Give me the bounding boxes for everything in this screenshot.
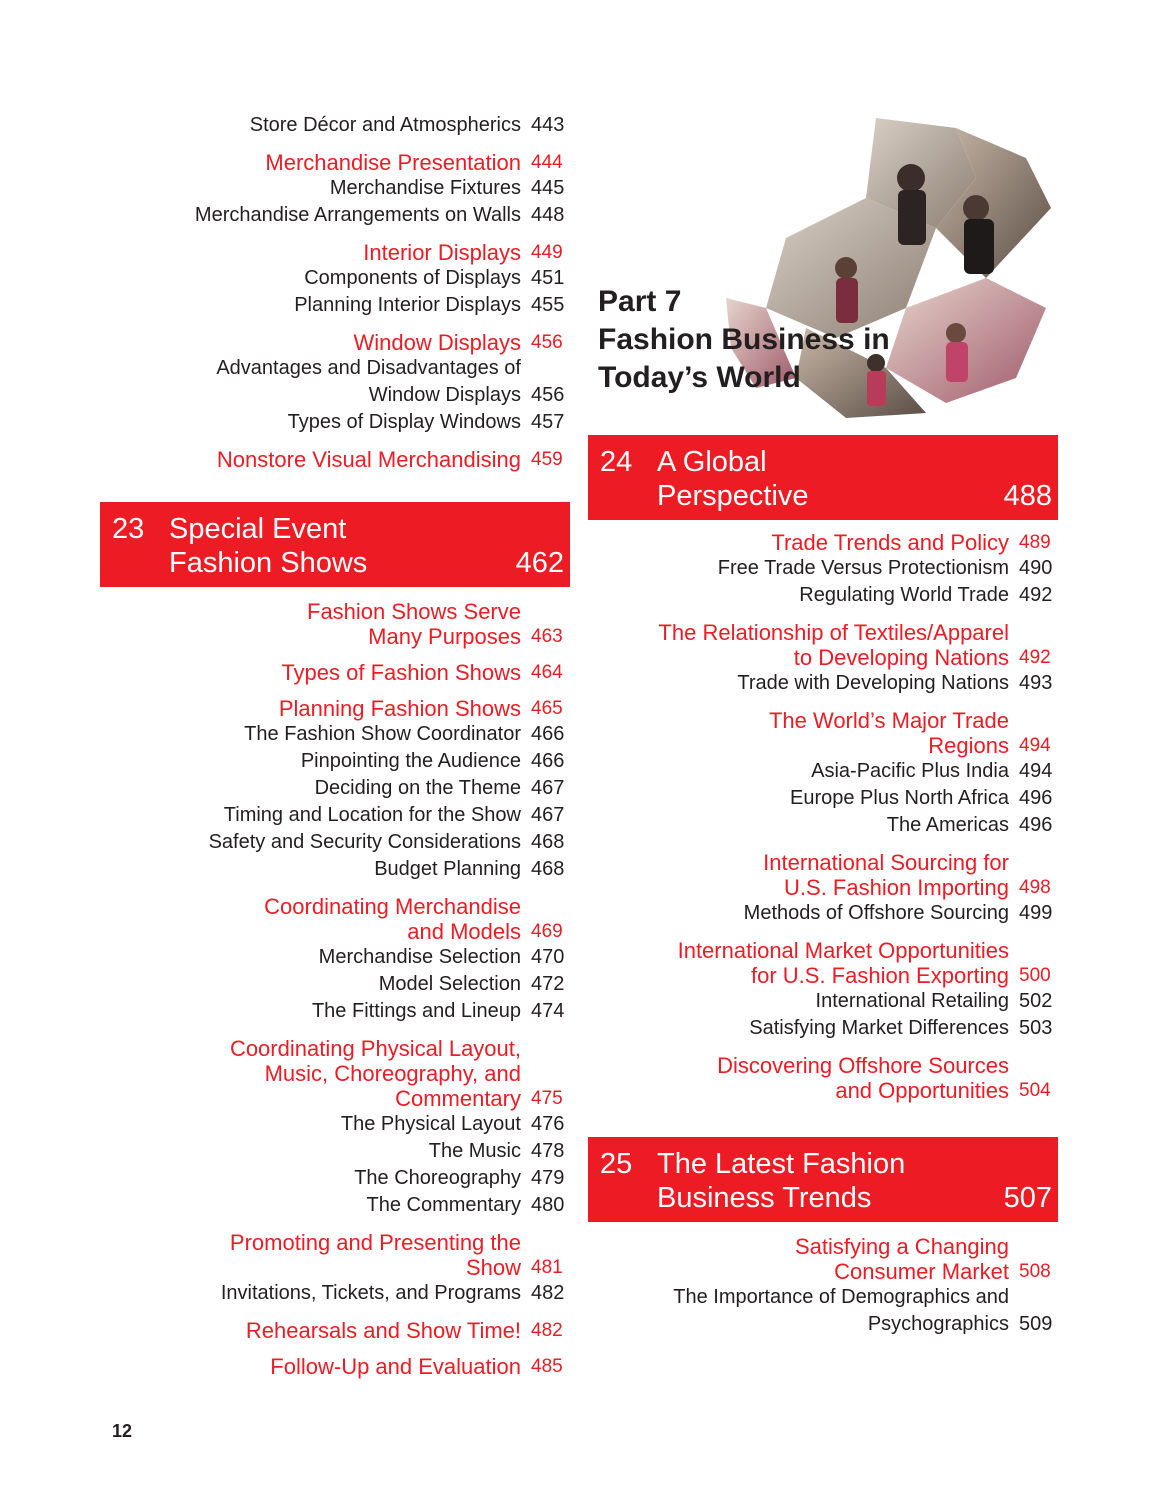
entry-title-line: Types of Display Windows bbox=[287, 411, 521, 433]
entry-page-number: 468 bbox=[531, 858, 565, 880]
entry-page-number: 499 bbox=[1019, 902, 1053, 924]
entry-page-number: 449 bbox=[531, 242, 563, 263]
entry-title-line: Asia-Pacific Plus India bbox=[811, 760, 1009, 782]
entry-page-number: 466 bbox=[531, 750, 565, 772]
chapter-number: 24 bbox=[600, 446, 633, 478]
entry-title-line: The Relationship of Textiles/Apparel bbox=[658, 620, 1009, 645]
toc-section-entry[interactable] bbox=[100, 1230, 570, 1280]
entry-title bbox=[100, 696, 521, 721]
entry-page-number: 482 bbox=[531, 1282, 565, 1304]
toc-subsection-entry[interactable] bbox=[100, 1138, 570, 1165]
entry-title-line: Components of Displays bbox=[304, 267, 521, 289]
right-toc-column bbox=[588, 435, 1058, 1338]
entry-page-number: 459 bbox=[531, 449, 563, 470]
toc-subsection-entry[interactable] bbox=[100, 355, 570, 409]
entry-title-line: Methods of Offshore Sourcing bbox=[743, 902, 1009, 924]
toc-section-entry[interactable] bbox=[588, 708, 1058, 758]
entry-title bbox=[100, 599, 521, 649]
toc-subsection-entry[interactable] bbox=[588, 1015, 1058, 1042]
entry-title-line: Types of Fashion Shows bbox=[281, 660, 521, 685]
entry-page-number: 502 bbox=[1019, 990, 1053, 1012]
entry-page-number: 451 bbox=[531, 267, 565, 289]
entry-title-line: Window Displays bbox=[353, 330, 521, 355]
entry-title bbox=[100, 721, 521, 748]
entry-page-number: 504 bbox=[1019, 1080, 1051, 1101]
entry-title bbox=[588, 1284, 1009, 1338]
entry-title-line: Satisfying Market Differences bbox=[749, 1017, 1009, 1039]
entry-title bbox=[588, 708, 1009, 758]
entry-title-line: and Opportunities bbox=[835, 1078, 1009, 1103]
entry-title-line: Model Selection bbox=[378, 973, 521, 995]
chapter-title-line1: The Latest Fashion bbox=[657, 1148, 906, 1180]
toc-subsection-entry[interactable] bbox=[100, 265, 570, 292]
entry-title-line: International Retailing bbox=[815, 990, 1009, 1012]
toc-subsection-entry[interactable] bbox=[100, 1165, 570, 1192]
toc-subsection-entry[interactable] bbox=[588, 988, 1058, 1015]
entry-page-number: 509 bbox=[1019, 1313, 1053, 1335]
entry-title-line: Consumer Market bbox=[834, 1259, 1009, 1284]
entry-title-line: Advantages and Disadvantages of bbox=[216, 357, 521, 379]
entry-page-number: 474 bbox=[531, 1000, 565, 1022]
entry-page-number: 485 bbox=[531, 1356, 563, 1377]
toc-section-entry[interactable] bbox=[100, 1318, 570, 1343]
entry-title bbox=[100, 1192, 521, 1219]
entry-page-number: 503 bbox=[1019, 1017, 1053, 1039]
entry-title-line: The Choreography bbox=[354, 1167, 521, 1189]
entry-page-number: 508 bbox=[1019, 1261, 1051, 1282]
chapter-title-line2: Business Trends bbox=[657, 1182, 872, 1214]
entry-page-number: 443 bbox=[531, 114, 565, 136]
entry-title bbox=[100, 1280, 521, 1307]
left-toc-column bbox=[100, 112, 570, 1379]
chapter-title-line2: Perspective bbox=[657, 480, 809, 512]
entry-title bbox=[588, 988, 1009, 1015]
entry-page-number: 466 bbox=[531, 723, 565, 745]
entry-title-line: Coordinating Physical Layout, bbox=[229, 1036, 521, 1061]
entry-title-line: Fashion Shows Serve bbox=[307, 599, 521, 624]
entry-title bbox=[100, 775, 521, 802]
entry-title-line: for U.S. Fashion Exporting bbox=[750, 963, 1009, 988]
entry-title bbox=[588, 620, 1009, 670]
entry-title-line: Merchandise Presentation bbox=[265, 150, 521, 175]
entry-page-number: 492 bbox=[1019, 584, 1053, 606]
chapter-23-heading[interactable] bbox=[100, 502, 570, 587]
entry-title bbox=[100, 175, 521, 202]
chapter-page: 488 bbox=[1003, 480, 1052, 512]
toc-subsection-entry[interactable] bbox=[588, 670, 1058, 697]
entry-title-line: The World’s Major Trade bbox=[768, 708, 1009, 733]
entry-title-line: Discovering Offshore Sources bbox=[717, 1053, 1009, 1078]
toc-subsection-entry[interactable] bbox=[588, 812, 1058, 839]
entry-page-number: 494 bbox=[1019, 760, 1053, 782]
entry-title bbox=[100, 998, 521, 1025]
chapter-number: 25 bbox=[600, 1148, 633, 1180]
entry-title-line: Merchandise Arrangements on Walls bbox=[194, 204, 521, 226]
toc-subsection-entry[interactable] bbox=[100, 112, 570, 139]
toc-section-entry[interactable] bbox=[100, 1354, 570, 1379]
entry-page-number: 444 bbox=[531, 152, 563, 173]
entry-page-number: 456 bbox=[531, 332, 563, 353]
toc-subsection-entry[interactable] bbox=[100, 1192, 570, 1219]
entry-title-line: U.S. Fashion Importing bbox=[784, 875, 1009, 900]
entry-page-number: 457 bbox=[531, 411, 565, 433]
entry-title-line: Budget Planning bbox=[374, 858, 521, 880]
toc-section-entry[interactable] bbox=[588, 938, 1058, 988]
part-title-line2: Today’s World bbox=[598, 361, 801, 394]
entry-title bbox=[588, 812, 1009, 839]
entry-title-line: and Models bbox=[407, 919, 521, 944]
entry-title-line: The Commentary bbox=[366, 1194, 521, 1216]
entry-page-number: 445 bbox=[531, 177, 565, 199]
entry-title bbox=[100, 1230, 521, 1280]
entry-title bbox=[100, 660, 521, 685]
entry-title bbox=[588, 758, 1009, 785]
toc-section-entry[interactable] bbox=[100, 330, 570, 355]
entry-title-line: Deciding on the Theme bbox=[314, 777, 521, 799]
entry-title-line: Interior Displays bbox=[363, 240, 521, 265]
toc-subsection-entry[interactable] bbox=[588, 555, 1058, 582]
entry-title bbox=[100, 1111, 521, 1138]
entry-title bbox=[588, 938, 1009, 988]
chapter-title-line2: Fashion Shows bbox=[169, 547, 368, 579]
entry-title-line: Planning Fashion Shows bbox=[278, 696, 521, 721]
entry-title bbox=[588, 785, 1009, 812]
entry-title-line: International Sourcing for bbox=[763, 850, 1009, 875]
toc-subsection-entry[interactable] bbox=[588, 758, 1058, 785]
toc-section-entry[interactable] bbox=[100, 240, 570, 265]
entry-title-line: Timing and Location for the Show bbox=[223, 804, 521, 826]
entry-title bbox=[100, 1036, 521, 1111]
entry-title bbox=[588, 850, 1009, 900]
toc-section-entry[interactable] bbox=[100, 696, 570, 721]
toc-subsection-entry[interactable] bbox=[588, 582, 1058, 609]
entry-title-line: Show bbox=[465, 1255, 521, 1280]
chapter-24-heading[interactable] bbox=[588, 435, 1058, 520]
entry-title-line: Pinpointing the Audience bbox=[300, 750, 521, 772]
toc-subsection-entry[interactable] bbox=[100, 856, 570, 883]
entry-title bbox=[100, 292, 521, 319]
entry-title-line: The Importance of Demographics and bbox=[673, 1286, 1009, 1308]
toc-section-entry[interactable] bbox=[588, 620, 1058, 670]
entry-page-number: 481 bbox=[531, 1257, 563, 1278]
chapter-23-entries bbox=[100, 599, 570, 1379]
entry-title-line: Regulating World Trade bbox=[799, 584, 1009, 606]
toc-subsection-entry[interactable] bbox=[100, 944, 570, 971]
entry-title bbox=[100, 409, 521, 436]
entry-page-number: 479 bbox=[531, 1167, 565, 1189]
entry-title bbox=[100, 355, 521, 409]
entry-title bbox=[100, 1138, 521, 1165]
toc-section-entry[interactable] bbox=[100, 150, 570, 175]
toc-subsection-entry[interactable] bbox=[100, 775, 570, 802]
toc-subsection-entry[interactable] bbox=[588, 785, 1058, 812]
toc-section-entry[interactable] bbox=[588, 1053, 1058, 1103]
toc-section-entry[interactable] bbox=[100, 599, 570, 649]
entry-title-line: Window Displays bbox=[368, 384, 521, 406]
entry-title-line: Trade with Developing Nations bbox=[737, 672, 1009, 694]
entry-page-number: 494 bbox=[1019, 735, 1051, 756]
entry-title bbox=[100, 856, 521, 883]
toc-subsection-entry[interactable] bbox=[100, 175, 570, 202]
entry-page-number: 464 bbox=[531, 662, 563, 683]
toc-subsection-entry[interactable] bbox=[100, 971, 570, 998]
toc-section-entry[interactable] bbox=[588, 530, 1058, 555]
entry-title-line: International Market Opportunities bbox=[677, 938, 1009, 963]
toc-subsection-entry[interactable] bbox=[588, 900, 1058, 927]
chapter-25-heading[interactable] bbox=[588, 1137, 1058, 1222]
entry-title-line: The Music bbox=[428, 1140, 521, 1162]
entry-title-line: Many Purposes bbox=[368, 624, 521, 649]
entry-title-line: to Developing Nations bbox=[793, 645, 1009, 670]
entry-title-line: Commentary bbox=[395, 1086, 521, 1111]
toc-section-entry[interactable] bbox=[100, 894, 570, 944]
toc-section-entry[interactable] bbox=[100, 447, 570, 472]
toc-subsection-entry[interactable] bbox=[100, 1280, 570, 1307]
entry-title bbox=[588, 670, 1009, 697]
entry-title bbox=[100, 1354, 521, 1379]
entry-title bbox=[100, 894, 521, 944]
entry-page-number: 468 bbox=[531, 831, 565, 853]
entry-page-number: 456 bbox=[531, 384, 565, 406]
entry-page-number: 493 bbox=[1019, 672, 1053, 694]
entry-title-line: Coordinating Merchandise bbox=[264, 894, 521, 919]
entry-title-line: Psychographics bbox=[867, 1313, 1009, 1335]
entry-page-number: 467 bbox=[531, 804, 565, 826]
entry-title bbox=[100, 971, 521, 998]
toc-section-entry[interactable] bbox=[100, 1036, 570, 1111]
toc-subsection-entry[interactable] bbox=[100, 1111, 570, 1138]
toc-subsection-entry[interactable] bbox=[100, 829, 570, 856]
entry-title bbox=[100, 944, 521, 971]
entry-page-number: 470 bbox=[531, 946, 565, 968]
entry-title bbox=[100, 265, 521, 292]
toc-subsection-entry[interactable] bbox=[100, 748, 570, 775]
entry-title-line: Merchandise Fixtures bbox=[329, 177, 521, 199]
chapter-page: 507 bbox=[1003, 1182, 1052, 1214]
entry-title bbox=[588, 1234, 1009, 1284]
entry-title-line: The Fittings and Lineup bbox=[311, 1000, 521, 1022]
toc-subsection-entry[interactable] bbox=[588, 1284, 1058, 1338]
entry-title bbox=[100, 748, 521, 775]
chapter-title-line1: A Global bbox=[657, 446, 767, 478]
toc-subsection-entry[interactable] bbox=[100, 721, 570, 748]
entry-page-number: 478 bbox=[531, 1140, 565, 1162]
chapter-number: 23 bbox=[112, 513, 145, 545]
toc-subsection-entry[interactable] bbox=[100, 998, 570, 1025]
entry-page-number: 465 bbox=[531, 698, 563, 719]
page-number: 12 bbox=[112, 1421, 133, 1441]
chapter-24-entries bbox=[588, 530, 1058, 1103]
entry-title-line: Invitations, Tickets, and Programs bbox=[220, 1282, 521, 1304]
entry-page-number: 492 bbox=[1019, 647, 1051, 668]
entry-page-number: 467 bbox=[531, 777, 565, 799]
entry-title-line: Regions bbox=[928, 733, 1009, 758]
entry-title bbox=[588, 582, 1009, 609]
entry-page-number: 448 bbox=[531, 204, 565, 226]
entry-title bbox=[588, 1015, 1009, 1042]
entry-title bbox=[100, 1165, 521, 1192]
entry-title bbox=[588, 900, 1009, 927]
toc-subsection-entry[interactable] bbox=[100, 409, 570, 436]
entry-title-line: Nonstore Visual Merchandising bbox=[216, 447, 521, 472]
entry-page-number: 482 bbox=[531, 1320, 563, 1341]
part-heading bbox=[598, 283, 890, 397]
chapter-page: 462 bbox=[515, 547, 564, 579]
entry-title bbox=[100, 802, 521, 829]
entry-page-number: 496 bbox=[1019, 814, 1053, 836]
toc-subsection-entry[interactable] bbox=[100, 202, 570, 229]
entry-title bbox=[100, 1318, 521, 1343]
toc-section-entry[interactable] bbox=[588, 850, 1058, 900]
entry-title-line: Music, Choreography, and bbox=[264, 1061, 521, 1086]
entry-title-line: The Americas bbox=[886, 814, 1009, 836]
entry-page-number: 480 bbox=[531, 1194, 565, 1216]
entry-title-line: Trade Trends and Policy bbox=[771, 530, 1009, 555]
entry-title bbox=[588, 555, 1009, 582]
entry-page-number: 496 bbox=[1019, 787, 1053, 809]
entry-title bbox=[100, 202, 521, 229]
entry-page-number: 463 bbox=[531, 626, 563, 647]
entry-title-line: The Physical Layout bbox=[340, 1113, 521, 1135]
chapter-title-line1: Special Event bbox=[169, 513, 347, 545]
entry-title-line: Promoting and Presenting the bbox=[229, 1230, 521, 1255]
entry-title-line: Store Décor and Atmospherics bbox=[249, 114, 521, 136]
entry-title bbox=[588, 530, 1009, 555]
entry-title-line: Rehearsals and Show Time! bbox=[245, 1318, 521, 1343]
chapter-25-entries bbox=[588, 1234, 1058, 1338]
entry-title-line: Merchandise Selection bbox=[318, 946, 521, 968]
part-number: Part 7 bbox=[598, 285, 682, 318]
entry-title bbox=[100, 447, 521, 472]
entry-page-number: 490 bbox=[1019, 557, 1053, 579]
part-title-line1: Fashion Business in bbox=[598, 323, 890, 356]
entry-title-line: Free Trade Versus Protectionism bbox=[717, 557, 1009, 579]
entry-page-number: 489 bbox=[1019, 532, 1051, 553]
entry-title bbox=[100, 240, 521, 265]
entry-page-number: 476 bbox=[531, 1113, 565, 1135]
entry-title bbox=[588, 1053, 1009, 1103]
entry-page-number: 498 bbox=[1019, 877, 1051, 898]
toc-subsection-entry[interactable] bbox=[100, 802, 570, 829]
entry-page-number: 455 bbox=[531, 294, 565, 316]
entry-page-number: 472 bbox=[531, 973, 565, 995]
entry-title bbox=[100, 150, 521, 175]
entry-title-line: Safety and Security Considerations bbox=[208, 831, 521, 853]
entry-page-number: 475 bbox=[531, 1088, 563, 1109]
toc-section-entry[interactable] bbox=[100, 660, 570, 685]
entry-title bbox=[100, 829, 521, 856]
entry-title-line: The Fashion Show Coordinator bbox=[244, 723, 521, 745]
toc-section-entry[interactable] bbox=[588, 1234, 1058, 1284]
entry-title-line: Europe Plus North Africa bbox=[790, 787, 1009, 809]
chapter-22-entries bbox=[100, 112, 570, 472]
entry-title bbox=[100, 112, 521, 139]
entry-title-line: Follow-Up and Evaluation bbox=[270, 1354, 521, 1379]
toc-subsection-entry[interactable] bbox=[100, 292, 570, 319]
entry-title bbox=[100, 330, 521, 355]
entry-page-number: 469 bbox=[531, 921, 563, 942]
entry-title-line: Satisfying a Changing bbox=[794, 1234, 1009, 1259]
entry-title-line: Planning Interior Displays bbox=[294, 294, 521, 316]
entry-page-number: 500 bbox=[1019, 965, 1051, 986]
